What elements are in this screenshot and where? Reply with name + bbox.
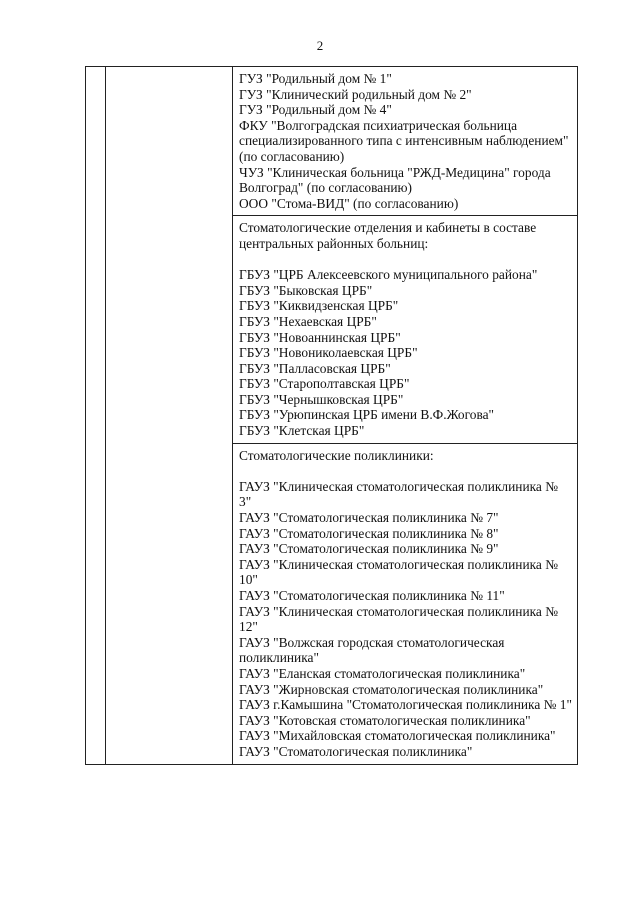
institution-item: ЧУЗ "Клиническая больница "РЖД-Медицина" города Волгоград" (по согласованию) xyxy=(239,164,554,196)
institution-item: ГАУЗ "Стоматологическая поликлиника" xyxy=(239,743,473,759)
institution-item: ГАУЗ "Стоматологическая поликлиника № 9" xyxy=(239,541,499,557)
institution-item: ГАУЗ "Стоматологическая поликлиника № 7" xyxy=(239,510,499,526)
institution-item: ГБУЗ "Урюпинская ЦРБ имени В.Ф.Жогова" xyxy=(239,407,495,423)
institution-item: ГБУЗ "Киквидзенская ЦРБ" xyxy=(239,298,399,314)
institution-item: ГБУЗ "ЦРБ Алексеевского муниципального района" xyxy=(239,267,538,283)
blank-line xyxy=(239,252,573,268)
section-heading: Стоматологические отделения и кабинеты в составе центральных районных больниц: xyxy=(239,220,540,251)
institution-item: ГАУЗ "Еланская стоматологическая поликлиника" xyxy=(239,665,526,681)
institution-item: ГАУЗ г.Камышина "Стоматологическая поликлиника № 1" xyxy=(239,697,572,713)
institution-item: ГБУЗ "Новоаннинская ЦРБ" xyxy=(239,329,401,345)
institution-item: ГАУЗ "Жирновская стоматологическая поликлиника" xyxy=(239,681,544,697)
table-cell-section xyxy=(233,216,578,443)
institution-item: ГАУЗ "Волжская городская стоматологическая поликлиника" xyxy=(239,634,508,666)
section-heading: Стоматологические поликлиники: xyxy=(239,447,434,463)
institution-item: ГАУЗ "Стоматологическая поликлиника № 11" xyxy=(239,588,505,603)
page-number: 2 xyxy=(316,38,324,53)
table-cell-empty xyxy=(106,67,233,765)
institution-item: ФКУ "Волгоградская психиатрическая больница специализированного типа с интенсивным наблюдением" (по согласованию) xyxy=(239,117,572,164)
institution-item: ГБУЗ "Палласовская ЦРБ" xyxy=(239,360,391,376)
institution-item: ГБУЗ "Старополтавская ЦРБ" xyxy=(239,376,410,392)
institution-item: ГБУЗ "Чернышковская ЦРБ" xyxy=(239,391,404,407)
institution-item: ГБУЗ "Быковская ЦРБ" xyxy=(239,282,373,298)
institution-item: ГБУЗ "Нехаевская ЦРБ" xyxy=(239,313,377,329)
institution-item: ГУЗ "Родильный дом № 4" xyxy=(239,102,392,118)
table-row xyxy=(86,67,578,216)
institution-item: ГАУЗ "Котовская стоматологическая поликлиника" xyxy=(239,712,531,728)
table-cell-empty xyxy=(86,67,106,765)
table-cell-section xyxy=(233,67,578,216)
blank-line xyxy=(239,463,573,479)
table-cell-section xyxy=(233,443,578,764)
institution-item: ГБУЗ "Клетская ЦРБ" xyxy=(239,423,365,439)
institution-item: ГУЗ "Родильный дом № 1" xyxy=(239,71,392,86)
institution-item: ГУЗ "Клинический родильный дом № 2" xyxy=(239,86,472,102)
institution-item: ГАУЗ "Стоматологическая поликлиника № 8" xyxy=(239,525,499,541)
institution-item: ГАУЗ "Клиническая стоматологическая поликлиника № 3" xyxy=(239,478,562,510)
institution-item: ГБУЗ "Новониколаевская ЦРБ" xyxy=(239,345,418,361)
institution-item: ГАУЗ "Клиническая стоматологическая поликлиника № 10" xyxy=(239,556,562,588)
institutions-table xyxy=(85,66,578,765)
institution-item: ГАУЗ "Михайловская стоматологическая поликлиника" xyxy=(239,728,556,744)
institution-item: ГАУЗ "Клиническая стоматологическая поликлиника № 12" xyxy=(239,603,562,635)
institution-item: ООО "Стома-ВИД" (по согласованию) xyxy=(239,195,459,211)
